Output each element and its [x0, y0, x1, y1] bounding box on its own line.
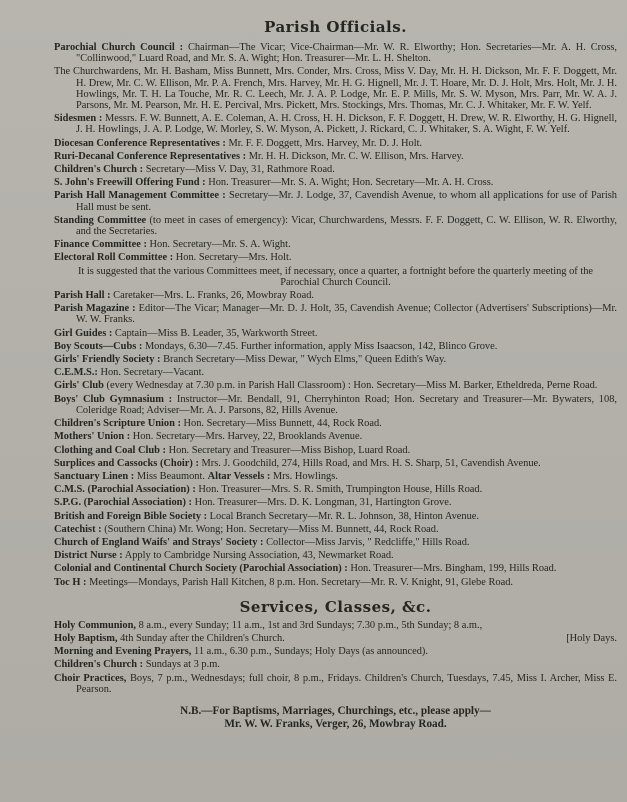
organisation-entry	[54, 577, 617, 588]
entry-text: Captain—Miss B. Leader, 35, Warkworth Street.	[112, 327, 318, 339]
entry-text: 8 a.m., every Sunday; 11 a.m., 1st and 3rd Sundays; 7.30 p.m., 5th Sunday; 8 a.m.,	[135, 619, 483, 631]
entry-text: Collector—Miss Jarvis, " Redcliffe," Hills Road.	[263, 536, 470, 548]
entry-text: Hon. Secretary—Mr. S. A. Wight.	[146, 239, 291, 251]
entry-label: Children's Church :	[54, 659, 144, 671]
entry-label: Girls' Friendly Society :	[54, 354, 161, 366]
service-entry	[54, 673, 617, 695]
entry-label: Parish Hall :	[54, 290, 111, 302]
entry-label-secondary: Altar Vessels :	[207, 470, 271, 482]
entry-text: (Southern China) Mr. Wong; Hon. Secretary—Miss M. Bunnett, 44, Rock Road.	[101, 523, 439, 535]
entry-label: Holy Communion,	[54, 619, 136, 631]
organisation-entry	[54, 524, 617, 535]
organisation-entry	[54, 394, 617, 416]
entry-label: Morning and Evening Prayers,	[54, 646, 192, 658]
entry-text: Editor—The Vicar; Manager—Mr. D. J. Holt, 35, Cavendish Avenue; Collector (Advertisers' Subscriptions)—Mr. W. W. Franks.	[76, 303, 617, 326]
entry-label: Parish Magazine :	[54, 303, 136, 315]
official-entry	[54, 177, 617, 188]
official-entry	[54, 151, 617, 162]
entry-label: Girls' Club	[54, 380, 104, 392]
entry-label: Boys' Club Gymnasium :	[54, 393, 173, 405]
entry-text: Messrs. F. W. Bunnett, A. E. Coleman, A. H. Cross, H. H. Dickson, F. F. Doggett, H. Drew, W. R. Elworthy, H. G. Hignell, J. H. Howlings, J. A. P. Lodge, W. Morley, S. W. Myson, A. Pickett, J. Rickard, C. J. Whitaker, S. A. Wight, F. W. Yelf.	[76, 113, 617, 136]
entry-label: Sidesmen :	[54, 113, 103, 125]
entry-label: Finance Committee :	[54, 239, 147, 251]
entry-text: Sundays at 3 p.m.	[143, 659, 220, 671]
entry-label: Mothers' Union :	[54, 431, 131, 443]
committee-note: It is suggested that the various Committees meet, if necessary, once a quarter, a fortnight before the quarterly meeting of the Parochial Church Council.	[77, 265, 594, 288]
organisation-entry	[54, 341, 617, 352]
officials-list	[54, 42, 617, 264]
organisation-entry	[54, 563, 617, 574]
entry-label: Diocesan Conference Representatives :	[54, 137, 226, 149]
service-entry	[54, 646, 617, 657]
entry-text: Branch Secretary—Miss Dewar, " Wych Elms," Queen Edith's Way.	[160, 354, 447, 366]
entry-label: Parish Hall Management Committee :	[54, 190, 226, 202]
service-entry	[54, 659, 617, 670]
entry-label: Holy Baptism,	[54, 632, 118, 644]
entry-label: S. John's Freewill Offering Fund :	[54, 177, 206, 189]
entry-text: The Churchwardens, Mr. H. Basham, Miss Bunnett, Mrs. Conder, Mrs. Cross, Miss V. Day, Mr. H. H. Dickson, Mr. F. F. Doggett, Mr. H. Drew, Mr. C. W. Ellison, Mr. P. A. French, Mrs. Harvey, Mr. H. G. Hignell, Mr. J. T. Hoare, Mr. D. J. Holt, Mrs. Holt, Mr. J. H. Howlings, Mr. T. H. La Touche, Mr. R. C. Leech, Mr. J. A. P. Lodge, Mr. E. P. Mills, Mr. S. W. Myson, Mrs. Parr, Mr. W. A. J. Parsons, Mr. M. Pearson, Mr. H. E. Percival, Mrs. Pickett, Mrs. Stockings, Mrs. Thomas, Mr. C. J. Whitaker, Mr. F. W. Yelf.	[54, 66, 617, 112]
services-list	[54, 620, 617, 695]
entry-text: Meetings—Mondays, Parish Hall Kitchen, 8 p.m. Hon. Secretary—Mr. R. V. Knight, 91, Glebe Road.	[86, 576, 513, 588]
organisation-entry	[54, 328, 617, 339]
official-entry	[54, 239, 617, 250]
organisation-entry	[54, 484, 617, 495]
entry-label: Parochial Church Council :	[54, 42, 184, 53]
entry-label: Girl Guides :	[54, 327, 113, 339]
entry-label: Surplices and Cassocks (Choir) :	[54, 457, 199, 469]
entry-text: Hon. Treasurer—Mrs. S. R. Smith, Trumpington House, Hills Road.	[195, 484, 483, 496]
official-entry	[54, 113, 617, 135]
entry-text: Miss Beaumont.	[134, 470, 205, 482]
entry-text: Caretaker—Mrs. L. Franks, 26, Mowbray Road.	[110, 290, 315, 302]
entry-label: Toc H :	[54, 576, 87, 588]
entry-text: Mr. F. F. Doggett, Mrs. Harvey, Mr. D. J. Holt.	[225, 137, 423, 149]
organisation-entry	[54, 471, 617, 482]
entry-text: Hon. Secretary—Mrs. Harvey, 22, Brooklands Avenue.	[130, 431, 363, 443]
nb-line-1: N.B.—For Baptisms, Marriages, Churchings, etc., please apply—	[180, 704, 491, 717]
entry-text: Hon. Secretary—Miss Bunnett, 44, Rock Road.	[180, 418, 382, 430]
official-entry	[54, 66, 617, 111]
official-entry	[54, 215, 617, 237]
organisation-entry	[54, 550, 617, 561]
entry-text: (to meet in cases of emergency): Vicar, Churchwardens, Messrs. F. F. Doggett, C. W. Ellison, W. R. Elworthy, and the Secretaries.	[76, 214, 617, 238]
entry-label: Children's Church :	[54, 164, 144, 176]
entry-label: S.P.G. (Parochial Association) :	[54, 497, 192, 509]
organisations-list	[54, 290, 617, 588]
organisation-entry	[54, 354, 617, 365]
entry-text: Hon. Secretary and Treasurer—Miss Bishop, Luard Road.	[166, 444, 411, 456]
entry-label: Boy Scouts—Cubs :	[54, 340, 143, 352]
entry-label: Children's Scripture Union :	[54, 418, 181, 430]
entry-text: Mr. H. H. Dickson, Mr. C. W. Ellison, Mrs. Harvey.	[246, 150, 464, 162]
entry-text: Boys, 7 p.m., Wednesdays; full choir, 8 p.m., Fridays. Children's Church, Tuesdays, 7.45, Miss I. Archer, Miss E. Pearson.	[76, 672, 617, 695]
entry-text: Hon. Treasurer—Mrs. D. K. Longman, 31, Hartington Grove.	[191, 497, 452, 509]
official-entry	[54, 138, 617, 149]
entry-text: Local Branch Secretary—Mr. R. L. Johnson, 38, Hinton Avenue.	[207, 510, 480, 522]
organisation-entry	[54, 537, 617, 548]
service-entry	[54, 633, 617, 644]
entry-text: 11 a.m., 6.30 p.m., Sundays; Holy Days (as announced).	[191, 646, 428, 658]
entry-text: 4th Sunday after the Children's Church.	[117, 632, 285, 644]
entry-right-text: [Holy Days.	[566, 632, 617, 644]
entry-text: Instructor—Mr. Bendall, 91, Cherryhinton Road; Hon. Secretary and Treasurer—Mr. Bywaters, 108, Coleridge Road; Adviser—Mr. A. J. Parsons, 82, Hills Avenue.	[76, 393, 617, 416]
entry-text: Secretary—Miss V. Day, 31, Rathmore Road.	[143, 164, 335, 176]
entry-label: Choir Practices,	[54, 672, 127, 684]
organisation-entry	[54, 458, 617, 469]
organisation-entry	[54, 431, 617, 442]
entry-label: British and Foreign Bible Society :	[54, 510, 208, 522]
entry-label: C.E.M.S.:	[54, 367, 98, 379]
organisation-entry	[54, 303, 617, 325]
entry-label: Standing Committee	[54, 214, 147, 226]
organisation-entry	[54, 497, 617, 508]
entry-text: Hon. Secretary—Mrs. Holt.	[173, 252, 292, 264]
entry-text: Apply to Cambridge Nursing Association, 43, Newmarket Road.	[122, 550, 394, 562]
service-entry	[54, 620, 617, 631]
organisation-entry	[54, 418, 617, 429]
entry-text: Mrs. J. Goodchild, 274, Hills Road, and Mrs. H. S. Sharp, 51, Cavendish Avenue.	[198, 457, 541, 469]
organisation-entry	[54, 290, 617, 301]
entry-label: Ruri-Decanal Conference Representatives :	[54, 150, 247, 162]
entry-label: Colonial and Continental Church Society (Parochial Association) :	[54, 563, 348, 575]
entry-text: Hon. Treasurer—Mrs. Bingham, 199, Hills Road.	[347, 563, 557, 575]
entry-label: C.M.S. (Parochial Association) :	[54, 484, 196, 496]
organisation-entry	[54, 380, 617, 391]
nb-line-2: Mr. W. W. Franks, Verger, 26, Mowbray Road.	[224, 717, 447, 730]
entry-label: Church of England Waifs' and Strays' Society :	[54, 536, 264, 548]
official-entry	[54, 252, 617, 263]
organisation-entry	[54, 445, 617, 456]
official-entry	[54, 190, 617, 212]
organisation-entry	[54, 511, 617, 522]
entry-text: Hon. Secretary—Vacant.	[97, 367, 205, 379]
services-title: Services, Classes, &c.	[239, 597, 432, 616]
entry-text: (every Wednesday at 7.30 p.m. in Parish Hall Classroom) : Hon. Secretary—Miss M. Barker, Etheldreda, Perne Road.	[103, 380, 598, 392]
entry-text: Mondays, 6.30—7.45. Further information, apply Miss Isaacson, 142, Blinco Grove.	[142, 340, 498, 352]
entry-text-secondary: Mrs. Howlings.	[270, 470, 338, 482]
entry-text: Secretary—Mr. J. Lodge, 37, Cavendish Avenue, to whom all applications for use of Parish Hall must be sent.	[76, 190, 617, 213]
entry-text: Chairman—The Vicar; Vice-Chairman—Mr. W. R. Elworthy; Hon. Secretaries—Mr. A. H. Cross, "Collinwood," Luard Road, and Mr. S. A. Wight; Hon. Treasurer—Mr. L. H. Shelton.	[76, 42, 617, 65]
entry-label: Electoral Roll Committee :	[54, 252, 174, 264]
page-title: Parish Officials.	[264, 18, 407, 36]
official-entry	[54, 42, 617, 64]
official-entry	[54, 164, 617, 175]
nb-note	[54, 705, 617, 731]
entry-label: Clothing and Coal Club :	[54, 444, 167, 456]
entry-text: Hon. Treasurer—Mr. S. A. Wight; Hon. Secretary—Mr. A. H. Cross.	[205, 177, 494, 189]
entry-label: Sanctuary Linen :	[54, 470, 135, 482]
entry-label: District Nurse :	[54, 550, 123, 562]
entry-label: Catechist :	[54, 523, 102, 535]
organisation-entry	[54, 367, 617, 378]
